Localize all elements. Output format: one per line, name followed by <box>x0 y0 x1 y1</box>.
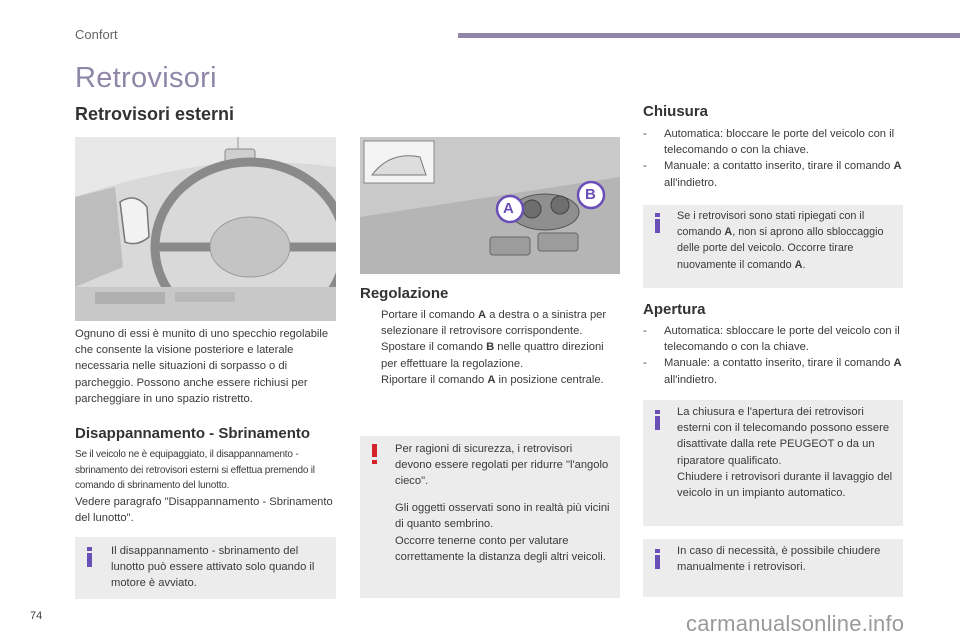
close-info-box <box>643 205 903 288</box>
section-label: Confort <box>75 27 118 42</box>
label-b: B <box>585 186 596 203</box>
list-item: Portare il comando A a destra o a sinistra per selezionare il retrovisore corrispondente. <box>381 309 607 338</box>
exterior-intro: Ognuno di essi è munito di uno specchio regolabile che consente la visione posteriore e laterale necessaria nelle situazioni di sorpasso o di parcheggio. Possono anche essere richiusi per parcheggiare in uno spazio ristretto. <box>75 328 329 405</box>
open-heading: Apertura <box>643 301 706 318</box>
list-item: Spostare il comando B nelle quattro direzioni per effettuare la regolazione. <box>381 341 604 370</box>
warning-icon <box>372 444 377 464</box>
label-a: A <box>503 200 514 217</box>
list-item: - Automatica: sbloccare le porte del veicolo con il telecomando o con la chiave. <box>643 325 900 354</box>
warning-text-3: Occorre tenerne conto per valutare correttamente la distanza degli altri veicoli. <box>395 535 606 564</box>
manual-info-text: In caso di necessità, è possibile chiudere manualmente i retrovisori. <box>677 545 881 574</box>
header-rule <box>458 33 960 38</box>
list-item: - Automatica: bloccare le porte del veicolo con il telecomando o con la chiave. <box>643 128 895 157</box>
info-icon <box>87 547 92 567</box>
mirror-control-illustration <box>360 137 620 274</box>
defrost-info-box <box>75 537 336 599</box>
defrost-heading: Disappannamento - Sbrinamento <box>75 425 311 442</box>
close-list <box>643 126 905 191</box>
list-item: - Manuale: a contatto inserito, tirare il comando A all'indietro. <box>643 357 902 386</box>
info-icon <box>655 410 660 430</box>
open-list <box>643 323 905 388</box>
interior-illustration <box>75 137 336 321</box>
watermark: carmanualsonline.info <box>686 611 905 636</box>
defrost-info-text: Il disappannamento - sbrinamento del lunotto può essere attivato solo quando il motore è avviato. <box>111 545 315 590</box>
page-number: 74 <box>30 610 43 622</box>
list-item: - Manuale: a contatto inserito, tirare il comando A all'indietro. <box>643 160 902 189</box>
open-info-text-2: Chiudere i retrovisori durante il lavaggio del veicolo in un impianto automatico. <box>677 471 893 500</box>
manual-info-box <box>643 539 903 597</box>
exterior-heading: Retrovisori esterni <box>75 104 235 124</box>
open-info-text-1: La chiusura e l'apertura dei retrovisori esterni con il telecomando possono essere disattivate dalla rete PEUGEOT o da un riparatore qualificato. <box>677 406 890 467</box>
interior-photo <box>75 137 336 321</box>
info-icon <box>655 549 660 569</box>
adjust-list <box>360 307 620 388</box>
close-heading: Chiusura <box>643 103 709 120</box>
close-info-text: Se i retrovisori sono stati ripiegati con il comando A, non si aprono allo sbloccaggio delle porte del veicolo. Occorre tirare nuovamente il comando A. <box>677 210 884 271</box>
list-item: Riportare il comando A in posizione centrale. <box>381 373 604 386</box>
open-info-box <box>643 400 903 526</box>
adjust-heading: Regolazione <box>360 285 449 302</box>
defrost-see: Vedere paragrafo "Disappannamento - Sbrinamento del lunotto". <box>75 496 333 525</box>
defrost-note: Se il veicolo ne è equipaggiato, il disappannamento - sbrinamento dei retrovisori esterni si effettua premendo il comando di sbrinamento del lunotto. <box>75 449 315 491</box>
page-title: Retrovisori <box>75 62 217 94</box>
mirror-control-photo <box>360 137 620 274</box>
info-icon <box>655 213 660 233</box>
warning-text-2: Gli oggetti osservati sono in realtà più vicini di quanto sembrino. <box>395 502 610 531</box>
adjust-warning-box <box>360 436 620 598</box>
warning-text-1: Per ragioni di sicurezza, i retrovisori devono essere regolati per ridurre "l'angolo cieco". <box>395 443 609 488</box>
